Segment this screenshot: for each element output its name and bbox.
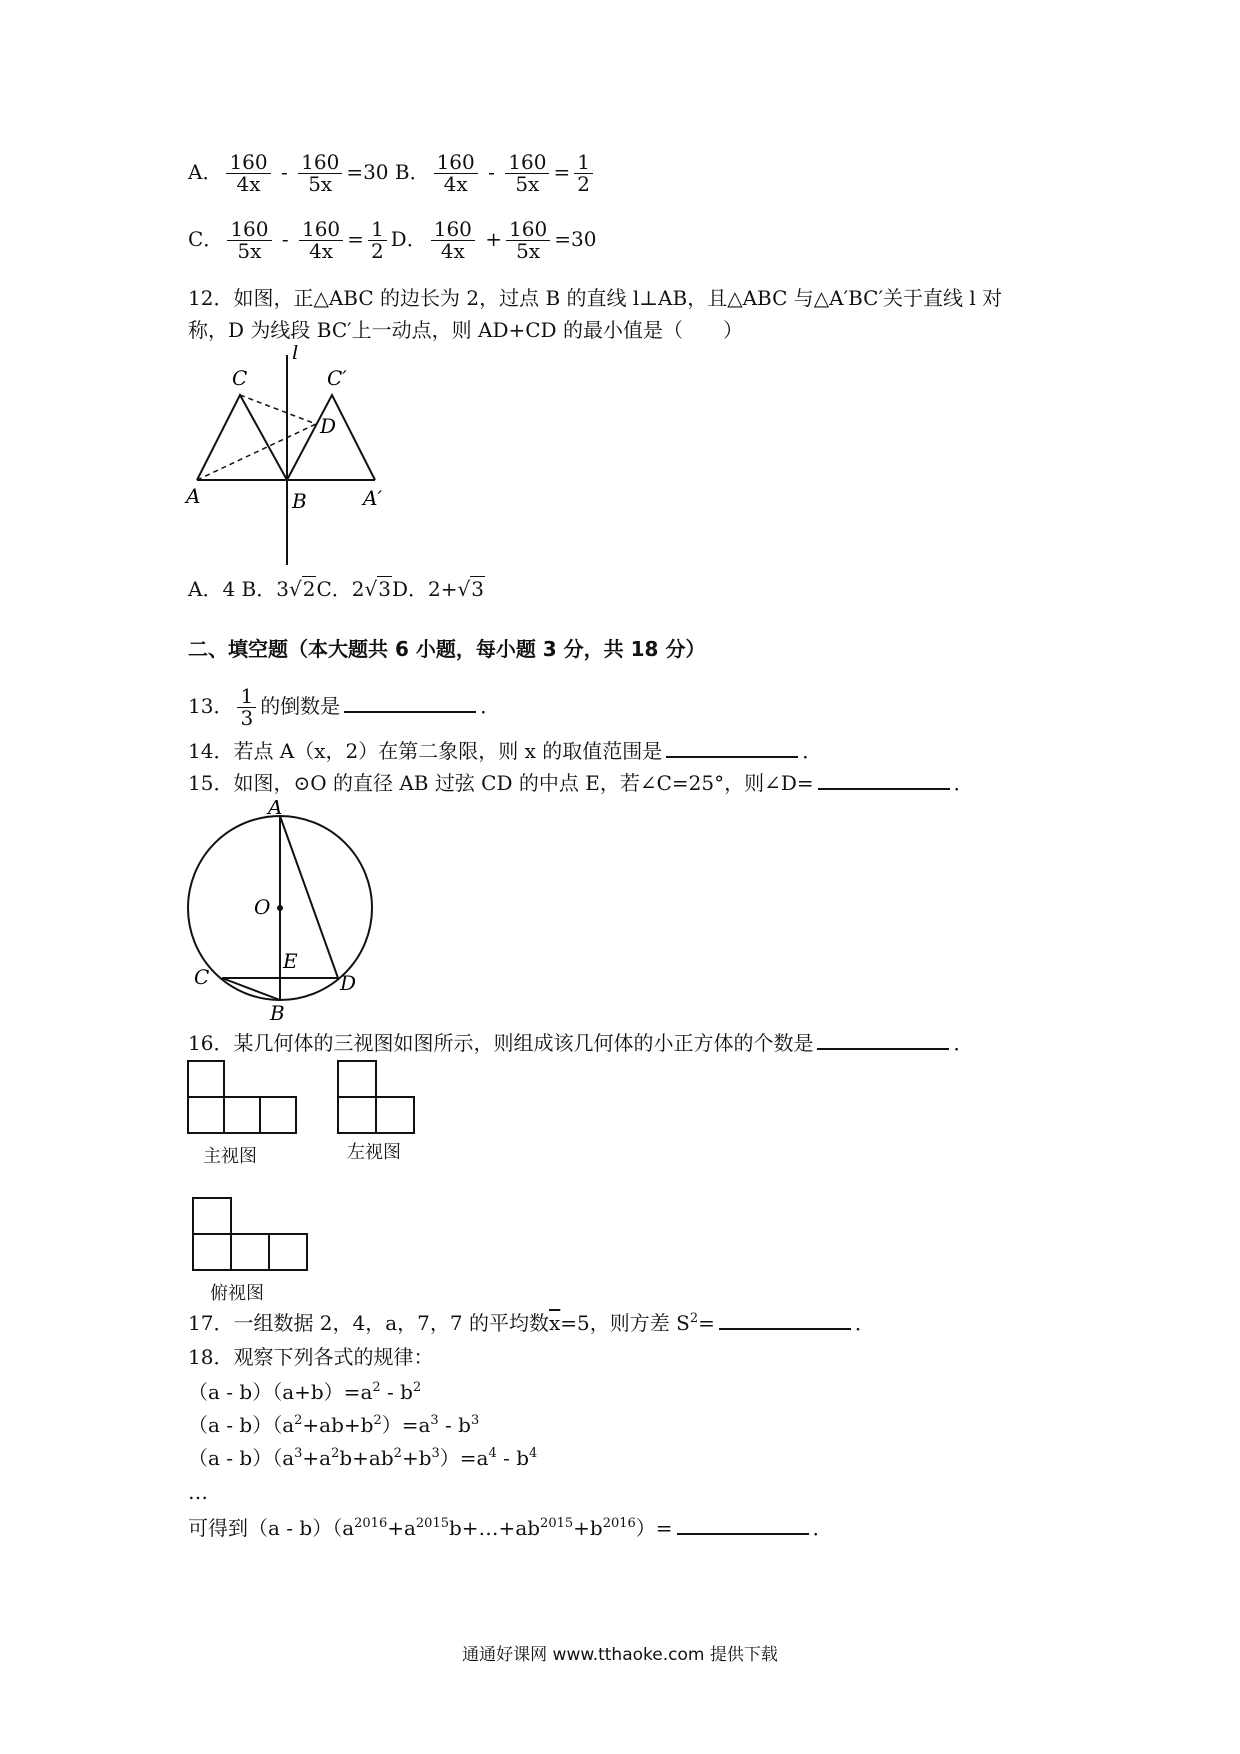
segment-ad (197, 424, 316, 480)
sqrt: √2 (288, 577, 316, 601)
label-b: B (270, 1001, 285, 1025)
q12-options: A．4 B．3√2C．2√3D．2+√3 (188, 577, 484, 601)
q15-circle-figure (180, 800, 390, 1025)
label-d: D (340, 971, 357, 995)
footer-source: 通通好课网 www.tthaoke.com 提供下载 (462, 1645, 778, 1665)
label-a: A (268, 800, 283, 819)
label-o: O (254, 895, 271, 919)
fraction: $\frac{1}{3}$ (237, 686, 256, 729)
chord-cb (222, 978, 280, 1000)
answer-blank[interactable] (818, 768, 950, 790)
label-l: l (292, 345, 299, 364)
fraction: $\frac{160}{4x}$ (299, 219, 343, 262)
fraction: $\frac{160}{4x}$ (434, 152, 478, 195)
fraction: $\frac{160}{5x}$ (506, 219, 550, 262)
label-c: C (232, 366, 248, 390)
front-view-caption: 主视图 (203, 1146, 257, 1167)
label-c-prime: C′ (327, 366, 347, 390)
q18-row3: $(a - b)(a^3+a^2b+ab^2+b^3)=a^4 - b^4$ (188, 1446, 538, 1470)
answer-blank[interactable] (719, 1308, 851, 1330)
label-b: B (292, 489, 307, 513)
q12-stem-line1: 12．如图，正△ABC 的边长为 2，过点 B 的直线 l⊥AB，且△ABC 与△A′BC′关于直线 l 对 (188, 286, 1003, 310)
q17: 17．一组数据 2，4，a，7，7 的平均数$\overline{x}=5$，则方差 $S^2=$ ． (188, 1308, 875, 1335)
fraction: $\frac{1}{2}$ (574, 152, 593, 195)
top-view-caption: 俯视图 (210, 1283, 264, 1304)
q12-stem-line2: 称，D 为线段 BC′上一动点，则 AD+CD 的最小值是（ ） (188, 318, 743, 342)
q14: 14．若点 A（x，2）在第二象限，则 x 的取值范围是 ． (188, 736, 822, 763)
sqrt: √3 (457, 577, 484, 601)
answer-blank[interactable] (344, 691, 476, 713)
segment-cd (240, 395, 316, 424)
q11-options-cd: C． $\frac{160}{5x}$ - $\frac{160}{4x}$ = $\frac{1}{2}$ D． $\frac{160}{4x}$ + $\frac{160}{5x}$ =30 (188, 217, 597, 263)
label-e: E (283, 949, 298, 973)
fraction: $\frac{1}{2}$ (368, 219, 387, 262)
label-d: D (320, 414, 337, 438)
left-view-caption: 左视图 (347, 1142, 401, 1163)
q18-stem: 18．观察下列各式的规律： (188, 1345, 434, 1369)
q18-ellipsis: … (188, 1480, 208, 1504)
sqrt: √3 (364, 577, 391, 601)
q18-row1: $(a - b)(a+b)=a^2 - b^2$ (188, 1380, 422, 1404)
q12-triangle-figure (180, 345, 410, 570)
fraction: $\frac{160}{4x}$ (226, 152, 270, 195)
q11-options-ab: A． $\frac{160}{4x}$ - $\frac{160}{5x}$ =30 B． $\frac{160}{4x}$ - $\frac{160}{5x}$ = $\frac{1}{2}$ (188, 152, 597, 195)
section-title: 二、填空题（本大题共 6 小题，每小题 3 分，共 18 分） (188, 637, 706, 661)
top-view-figure (185, 1192, 335, 1282)
q13: 13． $\frac{1}{3}$ 的倒数是 ． (188, 684, 501, 730)
label-a-prime: A′ (363, 486, 382, 510)
label-a: A (186, 484, 201, 508)
q16: 16．某几何体的三视图如图所示，则组成该几何体的小正方体的个数是 ． (188, 1028, 973, 1055)
answer-blank[interactable] (666, 736, 798, 758)
fraction: $\frac{160}{5x}$ (298, 152, 342, 195)
label-c: C (194, 965, 210, 989)
fraction: $\frac{160}{4x}$ (431, 219, 475, 262)
fraction: $\frac{160}{5x}$ (505, 152, 549, 195)
answer-blank[interactable] (677, 1513, 809, 1535)
answer-blank[interactable] (817, 1028, 949, 1050)
center-dot (277, 905, 283, 911)
q18-conclusion: 可得到$(a - b)(a^{2016}+a^{2015}b+\dots+ab^{2015}+b^{2016})=$ ． (188, 1513, 833, 1540)
fraction: $\frac{160}{5x}$ (227, 219, 271, 262)
q15: 15．如图，⊙O 的直径 AB 过弦 CD 的中点 E，若∠C=25°，则∠D= ． (188, 768, 974, 795)
q18-row2: $(a - b)(a^2+ab+b^2)=a^3 - b^3$ (188, 1413, 480, 1437)
